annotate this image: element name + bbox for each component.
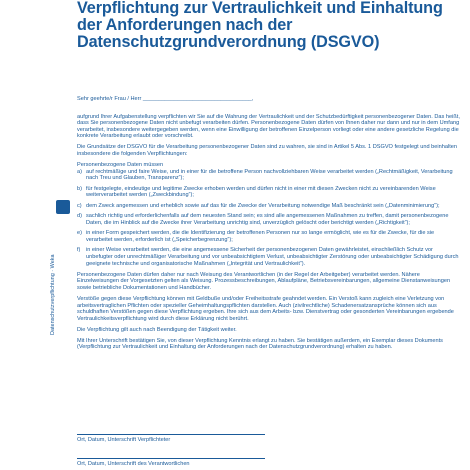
signature-line[interactable] (77, 434, 265, 435)
list-item (77, 230, 460, 243)
list-marker: c) (77, 202, 82, 209)
list-item (77, 213, 460, 226)
signature-block-employee (77, 434, 267, 443)
list-marker: a) (77, 168, 82, 175)
paragraph-fortgeltung: Die Verpflichtung gilt auch nach Beendigung der Tätigkeit weiter. (77, 326, 237, 333)
signature-label: Ort, Datum, Unterschrift Verpflichteter (77, 437, 171, 443)
list-marker: d) (77, 213, 82, 220)
list-item (77, 203, 460, 210)
publisher-logo-icon (56, 200, 70, 214)
paragraph-bestaetigung: Mit Ihrer Unterschrift bestätigen Sie, von dieser Verpflichtung Kenntnis erlangt zu haben. Sie bestätigen außerdem, ein Exemplar dieses Dokuments (Verpflichtung zur Vertraulichkeit und Einhaltung der Anforderungen nach der Datenschutzgrundverordnung) erhalten zu haben. (77, 337, 443, 351)
list-item (77, 247, 460, 267)
paragraph-verstoesse: Verstöße gegen diese Verpflichtung können mit Geldbuße und/oder Freiheitsstrafe geahndet werden. Ein Verstoß kann zugleich eine Verletzung von arbeitsvertraglichen Pflichten oder spezieller Geheimhaltungspflichten darstellen. Auch (zivilrechtliche) Schadenersatzansprüche können sich aus schuldhaften Verstößen gegen diese Verpflichtung ergeben. Ihre sich aus dem Arbeits- bzw. Dienstvertrag oder gesonderten Vereinbarungen ergebende Vertraulichkeitsverpflichtung wird durch diese Erklärung nicht berührt. (77, 295, 454, 322)
paragraph-weisung: Personenbezogene Daten dürfen daher nur nach Weisung des Verantwortlichen (in der Regel der Arbeitgeber) verarbeitet werden. Nähere Einzelweisungen der Vorgesetzten gelten als Weisung. Prozessbeschreibungen, Ablaufpläne, Betriebsvereinbarungen, allgemeine Dienstanweisungen sowie betriebliche Dokumentationen und Handbücher. (77, 271, 451, 291)
document-body (77, 96, 460, 356)
list-intro: Personenbezogene Daten müssen (77, 162, 164, 169)
paragraph-intro: aufgrund Ihrer Aufgabenstellung verpflichten wir Sie auf die Wahrung der Vertraulichkeit und der Schutzbedürftigkeit personenbezogener Daten. Das heißt, dass Sie personenbezogene Daten nicht unbefugt verarbeiten dürfen. Personenbezogene Daten dürfen von Ihnen daher nur dann und nur in dem Umfang verarbeitet, insbesondere weitergegeben werden, wenn eine Einwilligung der betroffenen Einzelperson vorliegt oder eine andere gesetzliche Regelung die konkrete Verarbeitung erlaubt oder vorschreibt. (77, 113, 460, 140)
list-item-text: sachlich richtig und erforderlichenfalls auf dem neuesten Stand sein; es sind alle angemessenen Maßnahmen zu treffen, damit personenbezogene Daten, die im Hinblick auf die Zwecke ihrer Verarbeitung unrichtig sind, unverzüglich gelöscht oder berichtigt werden („Richtigkeit“); (86, 213, 449, 226)
side-vertical-text: Datenschutzverpflichtung · Weka (50, 254, 56, 335)
list-marker: f) (77, 247, 81, 254)
list-item-text: für festgelegte, eindeutige und legitime Zwecke erhoben werden und dürfen nicht in einer mit diesen Zwecken nicht zu vereinbarenden Weise weiterverarbeitet werden („Zweckbindung“); (86, 185, 436, 199)
principles-list (77, 169, 460, 268)
list-item (77, 186, 460, 199)
signature-block-controller (77, 458, 267, 467)
list-item-text: auf rechtmäßige und faire Weise, und in einer für die betroffene Person nachvollziehbaren Weise verarbeitet werden („Rechtmäßigkeit, Verarbeitung nach Treu und Glauben, Transparenz“); (86, 168, 453, 182)
list-item (77, 169, 460, 182)
signature-line[interactable] (77, 458, 265, 459)
signature-label: Ort, Datum, Unterschrift des Verantwortlichen (77, 461, 190, 467)
list-marker: e) (77, 230, 82, 237)
salutation: Sehr geehrte/r Frau / Herr ___________________________________, (77, 96, 254, 102)
list-item-text: dem Zweck angemessen und erheblich sowie auf das für die Zwecke der Verarbeitung notwendige Maß beschränkt sein („Datenminimierung“); (86, 202, 440, 209)
list-item-text: in einer Form gespeichert werden, die die Identifizierung der betroffenen Personen nur so lange ermöglicht, wie es für die Zwecke, für die sie verarbeitet werden, erforderlich ist („Speicherbegrenzung“); (86, 230, 435, 243)
list-item-text: in einer Weise verarbeitet werden, die eine angemessene Sicherheit der personenbezogenen Daten gewährleistet, einschließlich Schutz vor unbefugter oder unrechtmäßiger Verarbeitung und vor unbeabsichtigtem Verlust, unbeabsichtigter Zerstörung oder unbeabsichtigter Schädigung durch geeignete technische und organisatorische Maßnahmen („Integrität und Vertraulichkeit“). (86, 247, 459, 267)
document-title: Verpflichtung zur Vertraulichkeit und Einhaltung der Anforderungen nach der Datenschutzgrundverordnung (DSGVO) (77, 0, 443, 51)
list-marker: b) (77, 185, 82, 192)
paragraph-principles: Die Grundsätze der DSGVO für die Verarbeitung personenbezogener Daten sind zu wahren, sie sind in Artikel 5 Abs. 1 DSGVO festgelegt und beinhalten insbesondere die folgenden Verpflichtungen: (77, 144, 457, 157)
